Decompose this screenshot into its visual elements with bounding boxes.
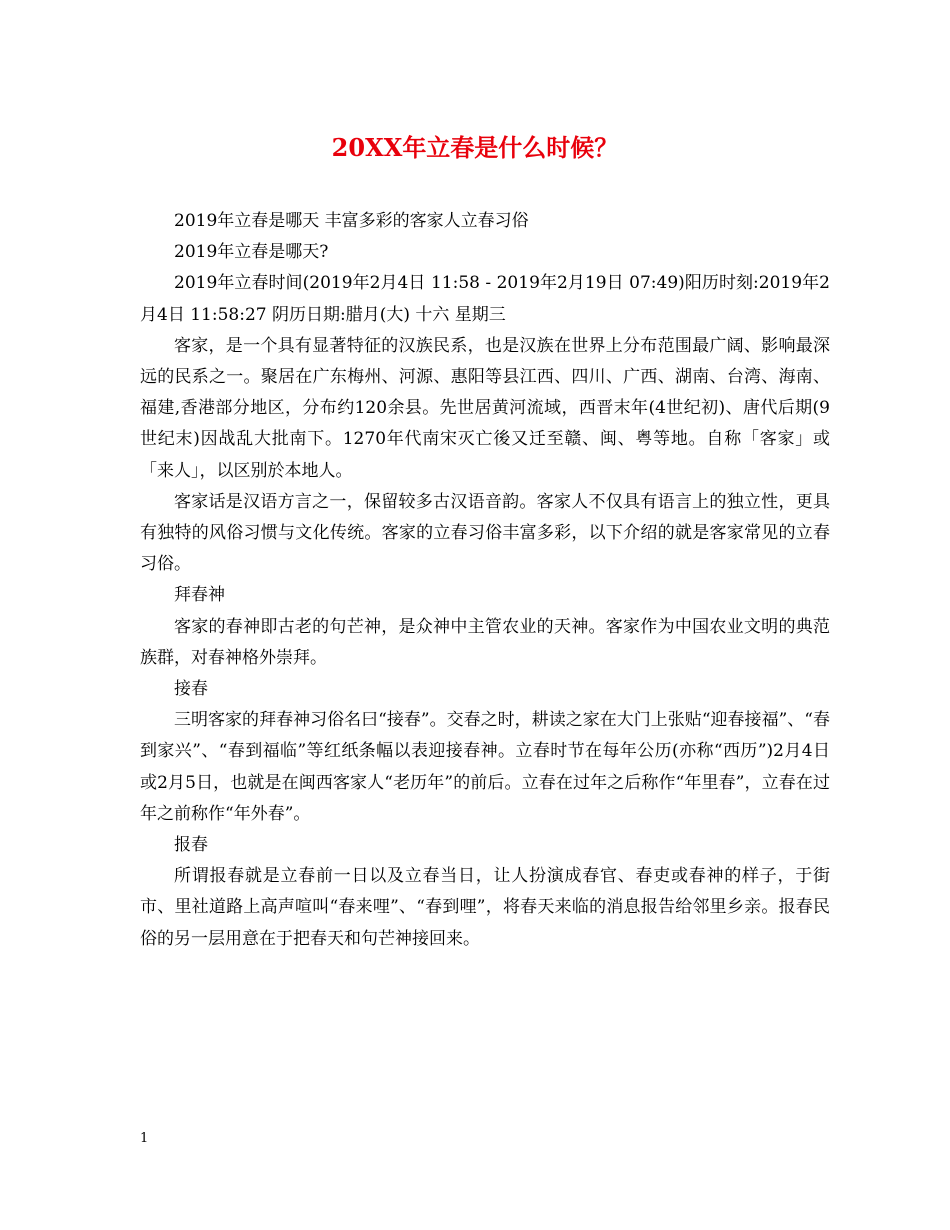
page-number: 1	[140, 1131, 149, 1146]
paragraph-date-time: 2019年立春时间(2019年2月4日 11:58 - 2019年2月19日 07:49)阳历时刻:2019年2月4日 11:58:27 阴历日期:腊月(大) 十六 星期三	[140, 273, 830, 325]
paragraph-hakka-intro: 客家，是一个具有显著特征的汉族民系，也是汉族在世界上分布范围最广阔、影响最深远的民系之一。聚居在广东梅州、河源、惠阳等县江西、四川、广西、湖南、台湾、海南、福建,香港部分地区，分布约120余县。先世居黄河流域，西晋末年(4世纪初)、唐代后期(9世纪末)因战乱大批南下。1270年代南宋灭亡後又迁至赣、闽、粤等地。自称「客家」或「来人」，以区别於本地人。	[140, 335, 830, 481]
section-heading-bai-chun-shen: 拜春神	[174, 585, 225, 606]
paragraph-bao-chun: 所谓报春就是立春前一日以及立春当日，让人扮演成春官、春吏或春神的样子，于街市、里社道路上高声喧叫“春来哩”、“春到哩”，将春天来临的消息报告给邻里乡亲。报春民俗的另一层用意在于把春天和句芒神接回来。	[140, 866, 830, 949]
paragraph-question: 2019年立春是哪天?	[174, 242, 329, 263]
paragraph-bai-chun-shen: 客家的春神即古老的句芒神，是众神中主管农业的天神。客家作为中国农业文明的典范族群，对春神格外崇拜。	[140, 616, 830, 668]
paragraph-hakka-dialect: 客家话是汉语方言之一，保留较多古汉语音韵。客家人不仅具有语言上的独立性，更具有独特的风俗习惯与文化传统。客家的立春习俗丰富多彩，以下介绍的就是客家常见的立春习俗。	[140, 491, 830, 575]
section-heading-jie-chun: 接春	[174, 679, 208, 700]
section-heading-bao-chun: 报春	[174, 835, 208, 856]
document-title: 20XX年立春是什么时候？	[331, 133, 619, 162]
paragraph-subtitle: 2019年立春是哪天 丰富多彩的客家人立春习俗	[174, 211, 529, 231]
document-body	[140, 206, 830, 955]
paragraph-jie-chun: 三明客家的拜春神习俗名曰“接春”。交春之时，耕读之家在大门上张贴“迎春接福”、“春到家兴”、“春到福临”等红纸条幅以表迎接春神。立春时节在每年公历(亦称“西历”)2月4日或2月5日，也就是在闽西客家人“老历年”的前后。立春在过年之后称作“年里春”，立春在过年之前称作“年外春”。	[140, 710, 830, 824]
